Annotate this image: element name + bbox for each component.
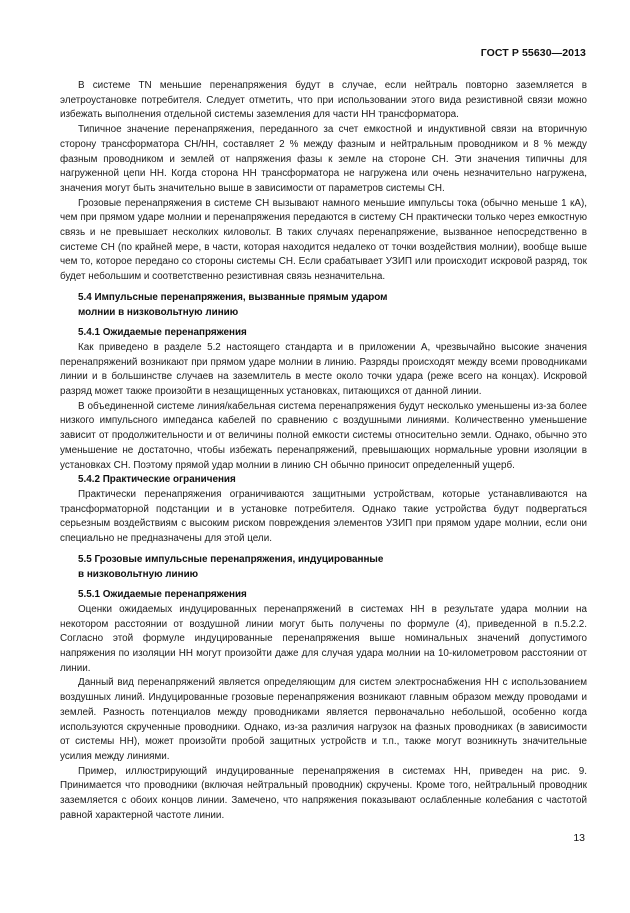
paragraph: Практически перенапряжения ограничиваются защитными устройствам, которые устанавливаются на трансформаторной подстанции и в установке потребителя. Однако такие устройства будут подвергаться серьезным воздействиям с высоким риском повреждения элементов УЗИП при прямом ударе молнии, если они специально не предназначены для этой цели. [60, 488, 587, 545]
standard-header: ГОСТ Р 55630—2013 [480, 47, 586, 59]
paragraph: Оценки ожидаемых индуцированных перенапряжений в системах НН в результате удара молнии на некотором расстоянии от воздушной линии могут быть получены по формуле (4), приведенной в п.5.2.2. Согласно этой формуле индуцированные перенапряжения выше номинальных значений допустимого напряжения по изоляции НН могут произойти даже для случая удара молнии на 10-километровом расстоянии от линии. [60, 603, 587, 674]
paragraph: Грозовые перенапряжения в системе СН вызывают намного меньшие импульсы тока (обычно меньше 1 кА), чем при прямом ударе молнии и перенапряжения передаются в систему СН практически только через емкостную связь и не превышает несколких киловольт. В таких случаях перенапряжение, вызванное непосредственно в системе СН (по крайней мере, в части, которая находится недалеко от точки воздействия молнии), вообще выше чем то, которое передано со стороны системы СН. Если срабатывает УЗИП или происходит искровой разряд, ток будет небольшим и соответственно резистивная связь незначительна. [60, 197, 587, 283]
heading-line: в низковольтную линию [78, 568, 199, 580]
subsection-heading-5-4-1: 5.4.1 Ожидаемые перенапряжения [78, 327, 247, 339]
heading-line: 5.4 Импульсные перенапряжения, вызванные прямым ударом [78, 291, 388, 303]
paragraph: Данный вид перенапряжений является определяющим для систем электроснабжения НН с использованием воздушных линий. Индуцированные грозовые перенапряжения возникают главным образом между проводами и землей. Разность потенциалов между проводниками является первоначально небольшой, особенно когда используются скрученные проводники. Однако, из-за различия нагрузок на фазных проводниках (в зависимости от системы НН), может произойти пробой защитных устройств и т.п., также могут возникнуть значительные усилия между линиями. [60, 677, 587, 762]
paragraph: В объединенной системе линия/кабельная система перенапряжения будут несколько уменьшены из-за более низкого импульсного импеданса кабелей по сравнению с воздушными линиями. Количественно уменьшение зависит от продолжительности и от величины полной емкости системы относительно земли. Однако, обычно это уменьшение не достаточно, чтобы избежать перенапряжений, превышающих нормальные уровни изоляции в установках СН. Поэтому прямой удар молнии в линию СН обычно приносит определенный ущерб. [60, 400, 587, 471]
paragraph: Типичное значение перенапряжения, переданного за счет емкостной и индуктивной связи на вторичную сторону трансформатора СН/НН, составляет 2 % между фазным и нейтральным проводником и 8 % между фазным проводником и землей от напряжения фазы к земле на стороне СН. Эти значения типичны для нагруженной цепи НН. Когда сторона НН трансформатора не нагружена или очень незначительно нагружена, значения могут быть значительно выше в зависимости от параметров системы СН. [60, 124, 587, 194]
page-number: 13 [573, 832, 585, 844]
section-heading-5-5 [60, 553, 587, 582]
subsection-heading-5-4-2: 5.4.2 Практические ограничения [78, 474, 236, 486]
paragraph: Как приведено в разделе 5.2 настоящего стандарта и в приложении А, чрезвычайно высокие значения перенапряжений возникают при прямом ударе молнии в линию. Разряды происходят между всеми проводниками линии и в большинстве случаев на заземлитель в месте около точки удара (реже всего на концах). Искровой разряд может также произойти в незащищенных установках, питающихся от данной линии. [60, 341, 587, 398]
heading-line: молнии в низковольтную линию [78, 306, 239, 318]
section-heading-5-4 [60, 291, 587, 320]
paragraph: В системе TN меньшие перенапряжения будут в случае, если нейтраль повторно заземляется в элетроустановке потребителя. Следует отметить, что при использовании этого вида резистивной связи можно избежать выполнения отдельной системы заземления для части НН трансформатора. [60, 80, 587, 121]
paragraph: Пример, иллюстрирующий индуцированные перенапряжения в системах НН, приведен на рис. 9. Принимается что проводники (включая нейтральный проводник) скручены. Кроме того, нейтральный проводник заземляется с обоих концов линии. Замечено, что напряжения показывают ослабленные колебания с частотой равной характерной частоте линии. [60, 765, 587, 821]
heading-line: 5.5 Грозовые импульсные перенапряжения, индуцированные [78, 553, 384, 565]
document-body [60, 79, 587, 823]
subsection-heading-5-5-1: 5.5.1 Ожидаемые перенапряжения [78, 589, 247, 601]
